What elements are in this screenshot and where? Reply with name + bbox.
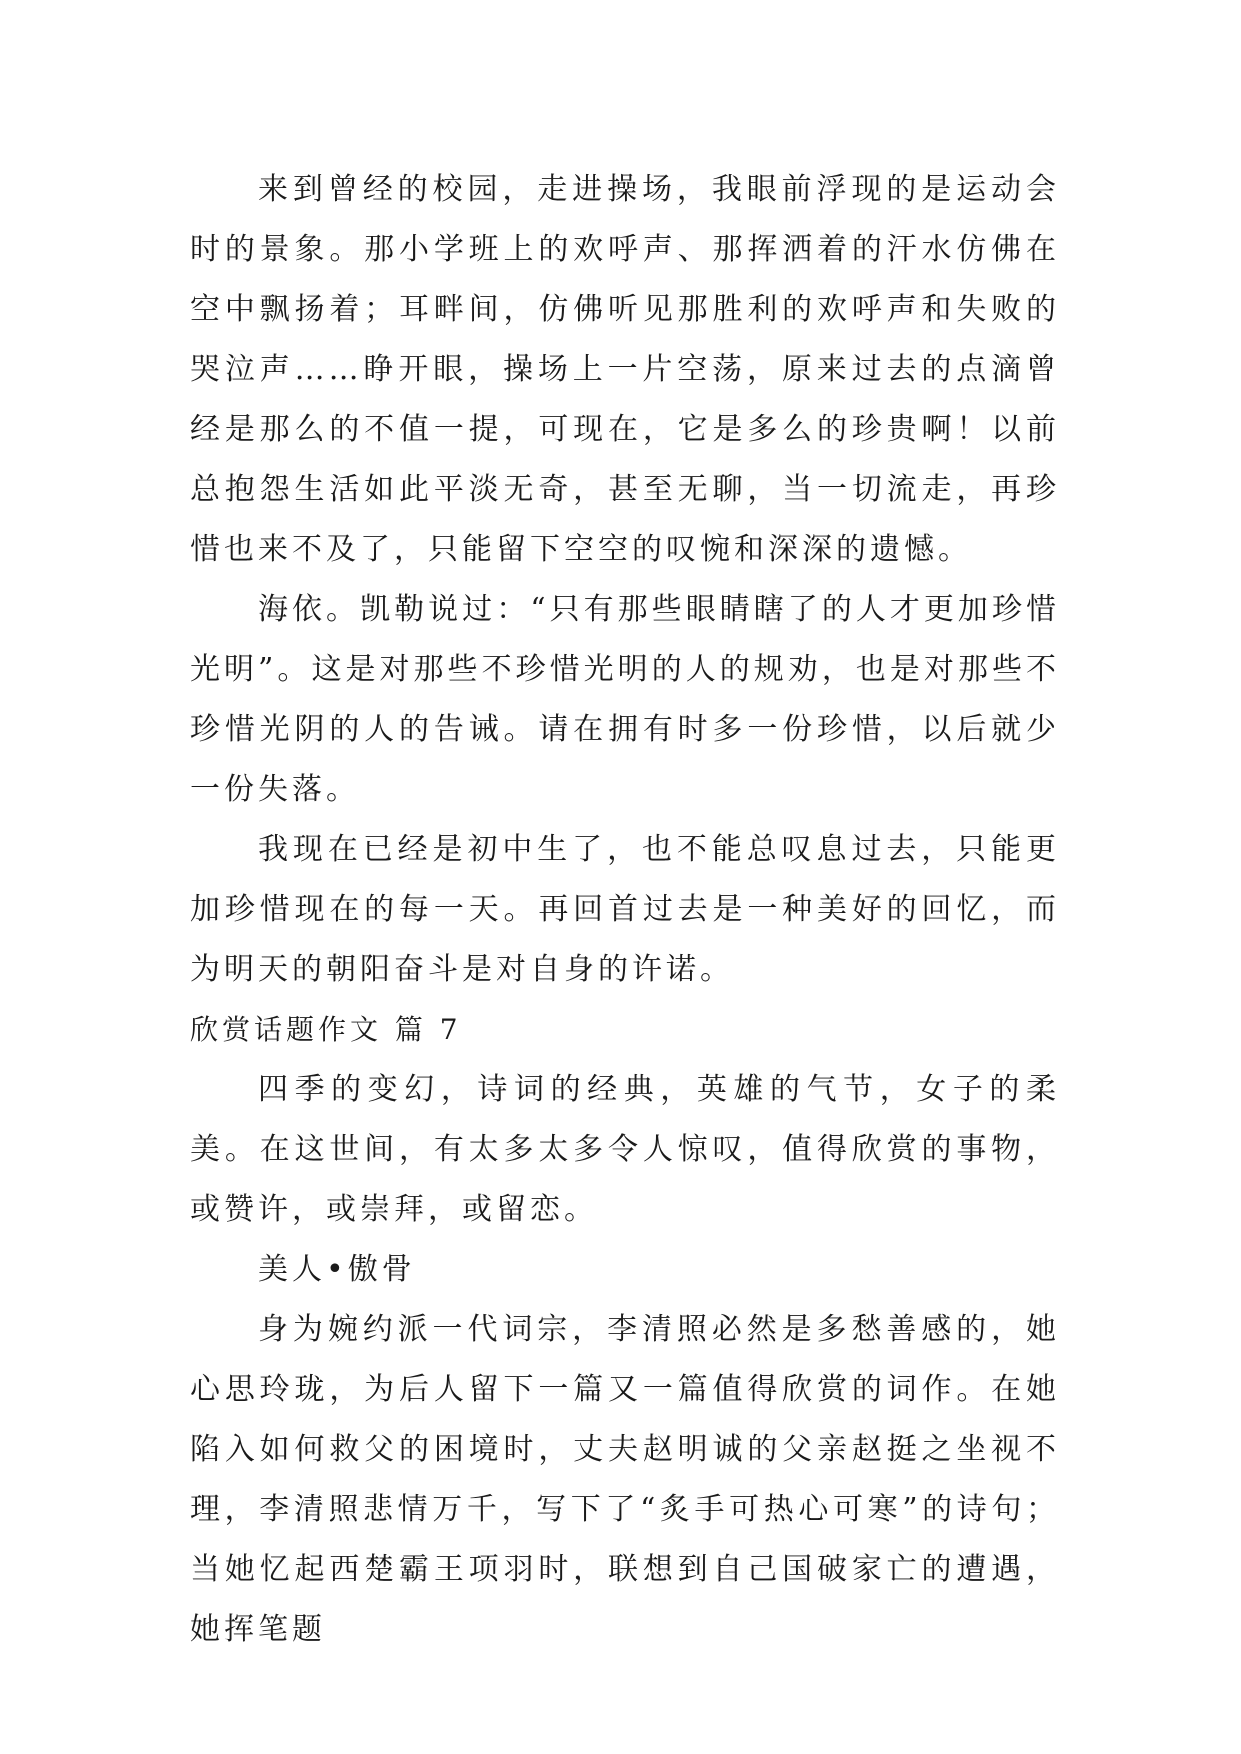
paragraph: 四季的变幻，诗词的经典，英雄的气节，女子的柔美。在这世间，有太多太多令人惊叹，值得欣赏的事物，或赞许，或崇拜，或留恋。 bbox=[190, 1072, 1060, 1227]
section-heading: 欣赏话题作文 篇 7 bbox=[190, 1013, 462, 1046]
paragraph: 海依。凯勒说过：“只有那些眼睛瞎了的人才更加珍惜光明”。这是对那些不珍惜光明的人的规劝，也是对那些不珍惜光阴的人的告诫。请在拥有时多一份珍惜，以后就少一份失落。 bbox=[190, 592, 1060, 807]
subheading: 美人•傲骨 bbox=[258, 1252, 416, 1287]
document-body bbox=[190, 160, 1060, 1660]
paragraph: 我现在已经是初中生了，也不能总叹息过去，只能更加珍惜现在的每一天。再回首过去是一种美好的回忆，而为明天的朝阳奋斗是对自身的许诺。 bbox=[190, 832, 1060, 987]
paragraph: 身为婉约派一代词宗，李清照必然是多愁善感的，她心思玲珑，为后人留下一篇又一篇值得欣赏的词作。在她陷入如何救父的困境时，丈夫赵明诚的父亲赵挺之坐视不理，李清照悲情万千，写下了“炙手可热心可寒”的诗句；当她忆起西楚霸王项羽时，联想到自己国破家亡的遭遇，她挥笔题 bbox=[190, 1312, 1060, 1647]
paragraph: 来到曾经的校园，走进操场，我眼前浮现的是运动会时的景象。那小学班上的欢呼声、那挥洒着的汗水仿佛在空中飘扬着；耳畔间，仿佛听见那胜利的欢呼声和失败的哭泣声……睁开眼，操场上一片空荡，原来过去的点滴曾经是那么的不值一提，可现在，它是多么的珍贵啊！以前总抱怨生活如此平淡无奇，甚至无聊，当一切流走，再珍惜也来不及了，只能留下空空的叹惋和深深的遗憾。 bbox=[190, 172, 1060, 567]
